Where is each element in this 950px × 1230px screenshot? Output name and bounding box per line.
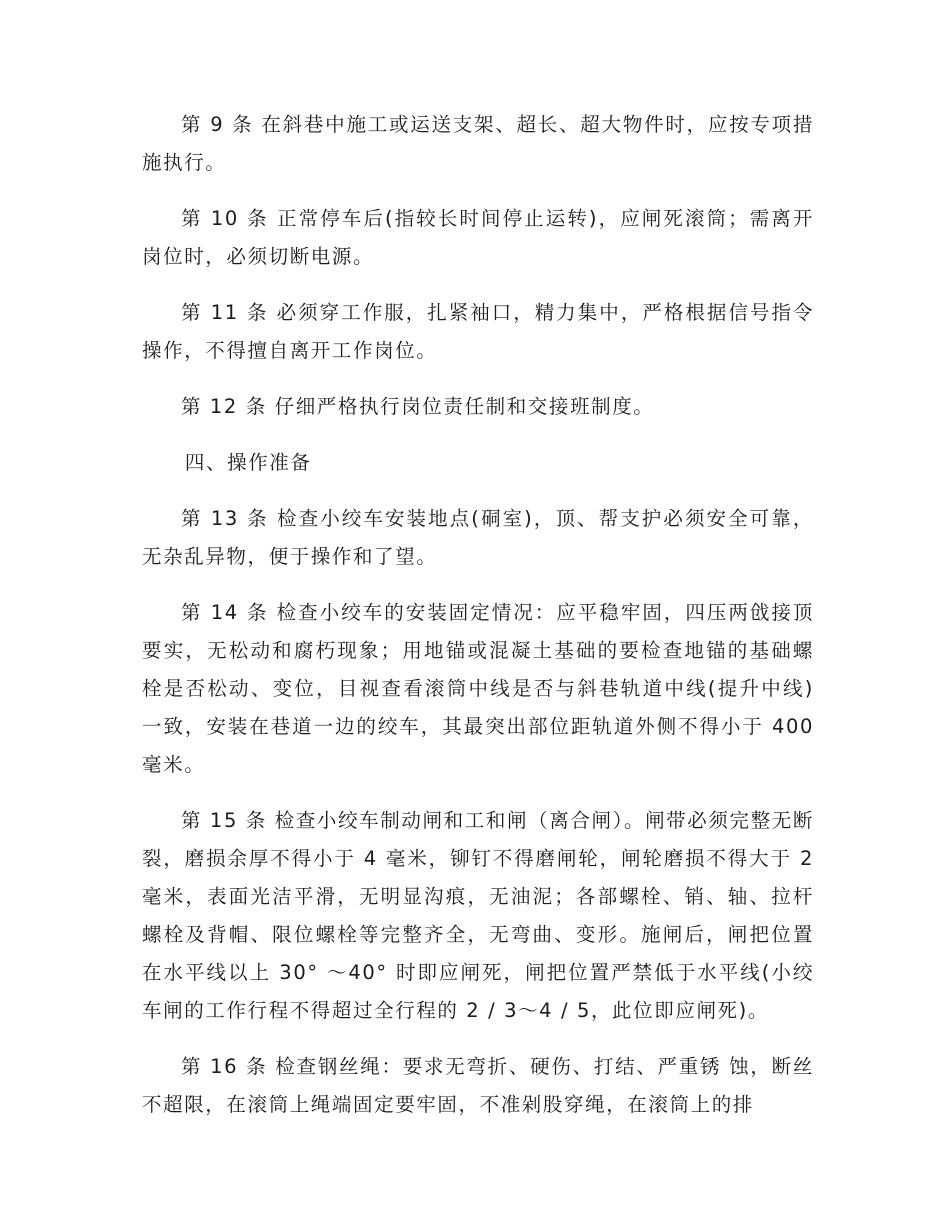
section-heading-operation-preparation: 四、操作准备 [184, 451, 312, 474]
document-body [142, 106, 814, 1142]
article-13-paragraph: 第 13 条 检查小绞车安装地点(硐室)，顶、帮支护必须安全可靠，无杂乱异物，便于操作和了望。 [142, 507, 814, 568]
article-15-paragraph: 第 15 条 检查小绞车制动闸和工和闸（离合闸）。闸带必须完整无断裂，磨损余厚不得小于 4 毫米，铆钉不得磨闸轮，闸轮磨损不得大于 2 毫米，表面光洁平滑，无明显沟痕，无油泥；各部螺栓、销、轴、拉杆螺栓及背帽、限位螺栓等完整齐全，无弯曲、变形。施闸后，闸把位置在水平线以上 30° ～40° 时即应闸死，闸把位置严禁低于水平线(小绞车闸的工作行程不得超过全行程的 2 / 3～4 / 5，此位即应闸死)。 [142, 809, 814, 1022]
article-11-paragraph: 第 11 条 必须穿工作服，扎紧袖口，精力集中，严格根据信号指令操作，不得擅自离开工作岗位。 [142, 301, 814, 362]
article-9-paragraph: 第 9 条 在斜巷中施工或运送支架、超长、超大物件时，应按专项措施执行。 [142, 113, 814, 174]
article-12-paragraph: 第 12 条 仔细严格执行岗位责任制和交接班制度。 [181, 395, 655, 418]
article-14-paragraph: 第 14 条 检查小绞车的安装固定情况：应平稳牢固，四压两戗接顶要实，无松动和腐朽现象；用地锚或混凝土基础的要检查地锚的基础螺栓是否松动、变位，目视查看滚筒中线是否与斜巷轨道中线(提升中线)一致，安装在巷道一边的绞车，其最突出部位距轨道外侧不得小于 400 毫米。 [142, 601, 814, 776]
article-16-paragraph: 第 16 条 检查钢丝绳：要求无弯折、硬伤、打结、严重锈 蚀，断丝不超限，在滚筒上绳端固定要牢固，不准剁股穿绳，在滚筒上的排 [142, 1055, 814, 1116]
article-10-paragraph: 第 10 条 正常停车后(指较长时间停止运转)，应闸死滚筒；需离开岗位时，必须切断电源。 [142, 207, 814, 268]
